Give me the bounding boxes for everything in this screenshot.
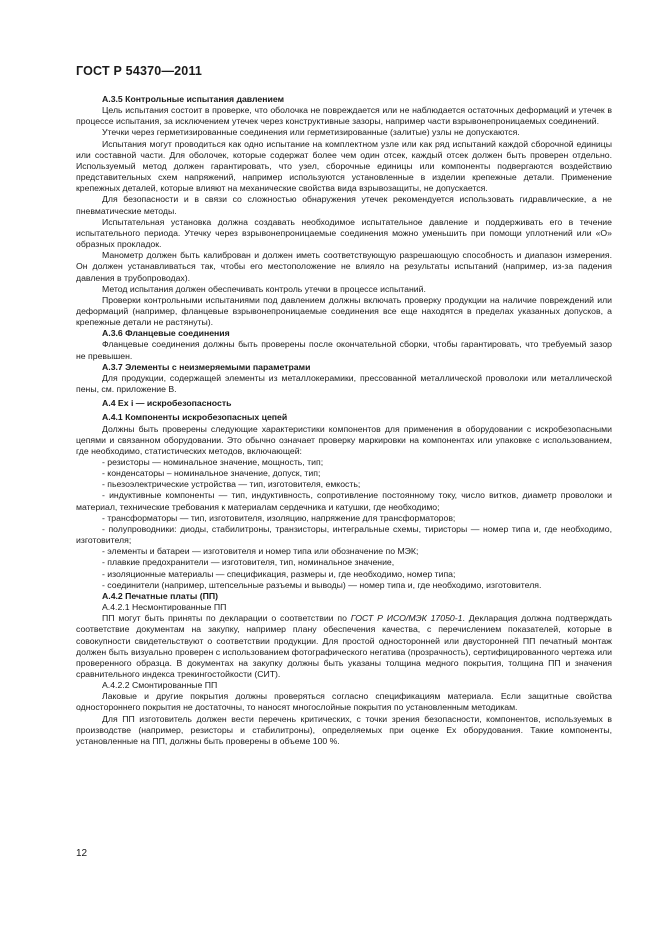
- paragraph: Должны быть проверены следующие характеристики компонентов для применения в оборудовании с искробезопасными цепями и связанном оборудовании. Это обычно означает проверку маркировки на компонентах или упаковке с использованием, где необходимо, статистических методов, включающей:: [76, 423, 612, 456]
- paragraph: Для продукции, содержащей элементы из металлокерамики, прессованной металлической проволоки или металлической пены, см. приложение В.: [76, 372, 612, 395]
- subsection-heading-a421: А.4.2.1 Несмонтированные ПП: [102, 602, 227, 613]
- list-item: - изоляционные материалы — спецификация, размеры и, где необходимо, номер типа;: [102, 568, 456, 579]
- list-item: - элементы и батареи — изготовителя и номер типа или обозначение по МЭК;: [102, 546, 419, 557]
- subsection-heading-a422: А.4.2.2 Смонтированные ПП: [102, 680, 218, 691]
- paragraph: Манометр должен быть калиброван и должен иметь соответствующую разрешающую способность и диапазон измерения. Он должен устанавливаться так, чтобы его местоположение не влияло на результаты испытаний (например, из-за падения давления в трубопроводах).: [76, 250, 612, 283]
- section-heading-a41: А.4.1 Компоненты искробезопасных цепей: [102, 412, 288, 423]
- paragraph: Фланцевые соединения должны быть проверены после окончательной сборки, чтобы гарантировать, что требуемый зазор не превышен.: [76, 339, 612, 361]
- paragraph-text: ПП могут быть приняты по декларации о соответствии по: [102, 613, 351, 624]
- paragraph-text: . Декларация должна подтверждать соответствие документам на закупку, например плану обеспечения качества, с перечислением показателей, которые в совокупности свидетельствуют о соответствии продукции. Для простой односторонней или двусторонней ПП печатный монтаж должен быть визуально проверен с использованием фотографического негатива (прозрачность), сертифицированного чертежа или проверенного образца. В документах на закупку должны быть указаны толщина медного покрытия, толщина ПП и значения сравнительного индекса трекингостойкости (СИТ).: [76, 613, 612, 679]
- paragraph: Цель испытания состоит в проверке, что оболочка не повреждается или не наблюдается остаточных деформаций и утечек в процессе испытания, за исключением утечек через конструктивные зазоры, например части взрывонепроницаемых соединений.: [76, 105, 612, 127]
- section-heading-a42: А.4.2 Печатные платы (ПП): [102, 590, 219, 601]
- standard-reference: ГОСТ Р ИСО/МЭК 17050-1: [350, 613, 463, 624]
- paragraph: Проверки контрольными испытаниями под давлением должны включать проверку продукции на наличие повреждений или деформаций (например, фланцевые взрывонепроницаемые соединения все еще находятся в пределах указанных допусков, а крепежные детали не растянуты).: [76, 294, 612, 328]
- paragraph: Для безопасности и в связи со сложностью обнаружения утечек рекомендуется использовать гидравлические, а не пневматические методы.: [76, 194, 612, 216]
- document-body: [76, 94, 612, 747]
- paragraph: [76, 613, 612, 680]
- section-heading-a4: А.4 Ex i — искробезопасность: [102, 398, 232, 409]
- list-item: - плавкие предохранители — изготовителя, тип, номинальное значение,: [102, 557, 395, 568]
- section-heading-a35: А.3.5 Контрольные испытания давлением: [102, 94, 284, 104]
- paragraph: Испытания могут проводиться как одно испытание на комплектном узле или как ряд испытаний каждой сборочной единицы или составной части. Для оболочек, которые содержат более чем один отсек, каждый отсек должен быть проверен отдельно. Используемый метод должен гарантировать, что узел, сборочные единицы или компоненты подвергаются воздействию представительных схем напряжений, например используются установленные в изделии крепежные детали. Применение крепежных деталей, которые влияют на механические свойства вида взрывозащиты, не допускается.: [76, 138, 612, 194]
- section-heading-a36: А.3.6 Фланцевые соединения: [102, 328, 230, 339]
- list-item: - соединители (например, штепсельные разъемы и выводы) — номер типа и, где необходимо, изготовителя.: [102, 579, 542, 590]
- paragraph: Испытательная установка должна создавать необходимое испытательное давление и поддерживать его в течение испытательного периода. Утечку через взрывонепроницаемые соединения можно уменьшить при помощи уплотнений или «О» образных прокладок.: [76, 216, 612, 250]
- paragraph: Лаковые и другие покрытия должны проверяться согласно спецификациям материала. Если защитные свойства одностороннего покрытия не достаточны, то наносят многослойные покрытия по установленным методикам.: [76, 691, 612, 713]
- list-item: - трансформаторы — тип, изготовителя, изоляцию, напряжение для трансформаторов;: [102, 512, 456, 523]
- list-item: - полупроводники: диоды, стабилитроны, транзисторы, интегральные схемы, тиристоры — номер типа и, где необходимо, изготовителя;: [76, 523, 612, 546]
- list-item: - резисторы — номинальное значение, мощность, тип;: [102, 457, 324, 467]
- list-item: - индуктивные компоненты — тип, индуктивность, сопротивление постоянному току, число витков, диаметр проволоки и материал, технические требования к материалам сердечника и катушки, где необходимо;: [76, 490, 612, 512]
- paragraph: Метод испытания должен обеспечивать контроль утечки в процессе испытаний.: [102, 283, 426, 294]
- list-item: - пьезоэлектрические устройства — тип, изготовителя, емкость;: [102, 479, 361, 490]
- list-item: - конденсаторы – номинальное значение, допуск, тип;: [102, 468, 321, 479]
- paragraph: Для ПП изготовитель должен вести перечень критических, с точки зрения безопасности, компонентов, используемых в производстве (например, резисторы и стабилитроны), определяемых при оценке Ex оборудования. Такие компоненты, установленные на ПП, должны быть проверены в объеме 100 %.: [76, 713, 612, 746]
- document-code: ГОСТ Р 54370—2011: [76, 64, 203, 78]
- section-heading-a37: А.3.7 Элементы с неизмеряемыми параметрами: [102, 361, 311, 372]
- page-number: 12: [76, 848, 88, 859]
- paragraph: Утечки через герметизированные соединения или герметизированные (залитые) узлы не допускаются.: [102, 127, 520, 138]
